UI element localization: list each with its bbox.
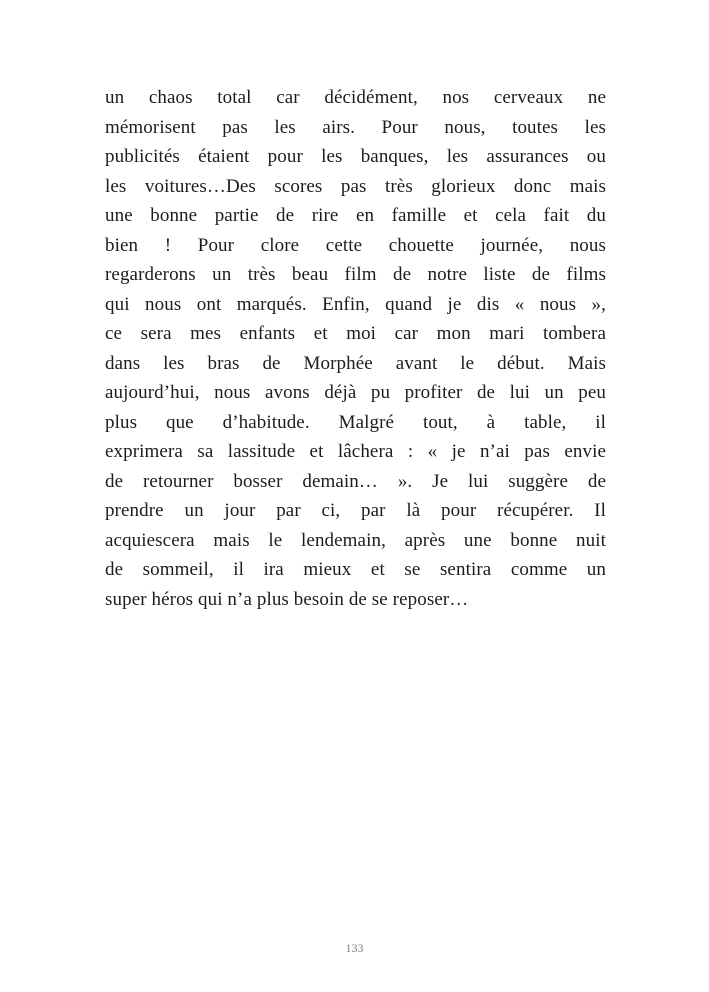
text-line: ce sera mes enfants et moi car mon mari tombera [105,323,606,344]
text-line: bien ! Pour clore cette chouette journée, nous [105,234,606,256]
text-line: plus que d’habitude. Malgré tout, à table, il [105,411,606,433]
text-line: de sommeil, il ira mieux et se sentira comme un [105,559,606,580]
text-line: dans les bras de Morphée avant le début. Mais [105,352,606,374]
text-line: un chaos total car décidément, nos cerveaux ne [105,87,606,108]
text-line: acquiescera mais le lendemain, après une bonne nuit [105,529,606,551]
page-number: 133 [345,941,364,955]
body-text [105,83,606,614]
text-line: super héros qui n’a plus besoin de se reposer… [105,588,469,610]
text-line: de retourner bosser demain… ». Je lui suggère de [105,470,606,492]
text-line: mémorisent pas les airs. Pour nous, toutes les [105,116,606,138]
text-line: prendre un jour par ci, par là pour récupérer. Il [105,500,606,521]
text-line: aujourd’hui, nous avons déjà pu profiter de lui un peu [105,382,606,403]
text-line: une bonne partie de rire en famille et cela fait du [105,205,606,226]
text-line: les voitures…Des scores pas très glorieux donc mais [105,175,606,197]
text-line: regarderons un très beau film de notre liste de films [105,264,606,285]
text-line: publicités étaient pour les banques, les assurances ou [105,146,606,167]
text-line: exprimera sa lassitude et lâchera : « je n’ai pas envie [105,441,606,462]
text-line: qui nous ont marqués. Enfin, quand je dis « nous », [105,293,606,315]
